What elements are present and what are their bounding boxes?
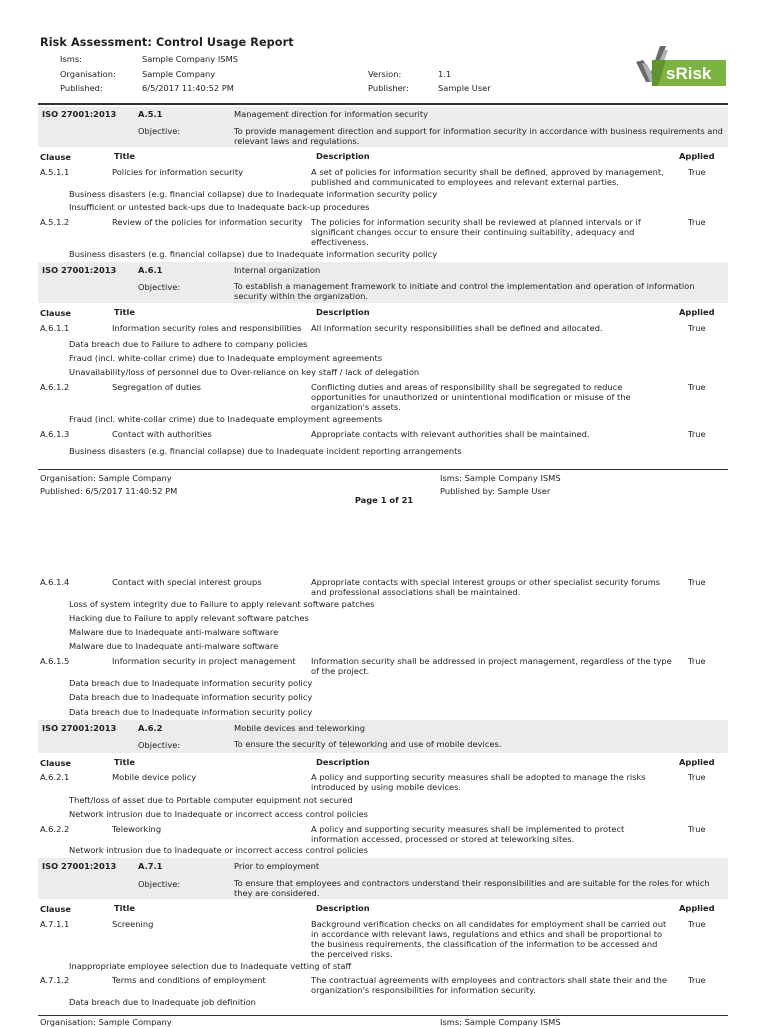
section-code: A.6.2 [138,723,163,733]
isms-value: Sample Company ISMS [142,54,238,64]
control-title: Review of the policies for information security [112,217,303,227]
control-description: All information security responsibilities shall be defined and allocated. [311,323,603,333]
risk-item: Unavailability/loss of personnel due to Over-reliance on key staff / lack of delegation [69,367,420,377]
footer-rule [38,1015,728,1016]
risk-item: Theft/loss of asset due to Portable computer equipment not secured [69,795,353,805]
section-name: Mobile devices and teleworking [234,723,365,733]
column-header-clause: Clause [40,758,72,768]
organisation-value: Sample Company [142,69,216,79]
column-header-title: Title [114,151,135,161]
risk-item: Network intrusion due to Inadequate or incorrect access control policies [69,809,368,819]
footer-organisation: Organisation: Sample Company [40,473,172,483]
control-applied: True [688,429,706,439]
section-name: Internal organization [234,265,321,275]
column-header-clause: Clause [40,308,72,318]
control-title: Information security roles and responsibilities [112,323,302,333]
control-description: A policy and supporting security measures shall be implemented to protect information accessed, processed or stored at teleworking sites. [311,824,625,844]
section-name: Management direction for information security [234,109,428,119]
control-clause: A.6.1.4 [40,577,70,587]
risk-item: Data breach due to Inadequate information security policy [69,692,313,702]
control-applied: True [688,975,706,985]
vsrisk-logo [632,42,728,90]
objective-label: Objective: [138,740,181,750]
risk-item: Business disasters (e.g. financial collapse) due to Inadequate information security policy [69,189,438,199]
control-title: Policies for information security [112,167,244,177]
control-description: The policies for information security shall be reviewed at planned intervals or if significant changes occur to ensure their continuing suitability, adequacy and effectiveness. [311,217,641,247]
column-header-title: Title [114,757,135,767]
risk-item: Network intrusion due to Inadequate or incorrect access control policies [69,845,368,855]
section-code: A.6.1 [138,265,163,275]
section-code: A.7.1 [138,861,163,871]
control-applied: True [688,656,706,666]
control-title: Segregation of duties [112,382,201,392]
footer-published-by: Published by: Sample User [440,486,551,496]
control-title: Mobile device policy [112,772,197,782]
control-description: The contractual agreements with employees and contractors shall state their and the organization's responsibilities for information security. [311,975,667,995]
logo-text: sRisk [666,64,712,83]
column-header-description: Description [316,903,370,913]
section-standard: ISO 27001:2013 [42,265,117,275]
control-clause: A.7.1.2 [40,975,70,985]
column-header-applied: Applied [679,151,715,161]
control-clause: A.5.1.1 [40,167,70,177]
isms-label: Isms: [60,54,82,64]
objective-text: To provide management direction and support for information security in accordance with business requirements and relevant laws and regulations. [234,126,723,146]
control-clause: A.7.1.1 [40,919,70,929]
column-header-applied: Applied [679,757,715,767]
published-label: Published: [60,83,103,93]
risk-item: Data breach due to Inadequate information security policy [69,707,313,717]
control-description: Appropriate contacts with relevant authorities shall be maintained. [311,429,590,439]
control-applied: True [688,323,706,333]
risk-item: Loss of system integrity due to Failure to apply relevant software patches [69,599,375,609]
footer-organisation: Organisation: Sample Company [40,1017,172,1027]
risk-item: Inappropriate employee selection due to Inadequate vetting of staff [69,961,352,971]
control-applied: True [688,167,706,177]
control-applied: True [688,217,706,227]
control-title: Information security in project management [112,656,296,666]
column-header-description: Description [316,757,370,767]
version-label: Version: [368,69,402,79]
column-header-clause: Clause [40,152,72,162]
column-header-title: Title [114,903,135,913]
section-standard: ISO 27001:2013 [42,723,117,733]
control-title: Terms and conditions of employment [112,975,266,985]
version-value: 1.1 [438,69,452,79]
control-applied: True [688,919,706,929]
publisher-value: Sample User [438,83,491,93]
control-clause: A.5.1.2 [40,217,70,227]
footer-isms: Isms: Sample Company ISMS [440,1017,561,1027]
objective-text: To establish a management framework to initiate and control the implementation and operation of information security within the organization. [234,281,695,301]
report-title: Risk Assessment: Control Usage Report [40,36,294,49]
column-header-description: Description [316,151,370,161]
control-title: Contact with special interest groups [112,577,262,587]
control-clause: A.6.2.1 [40,772,70,782]
objective-text: To ensure that employees and contractors understand their responsibilities and are suitable for the roles for which they are considered. [234,878,710,898]
risk-item: Malware due to Inadequate anti-malware software [69,627,279,637]
header-rule [38,103,728,105]
control-applied: True [688,382,706,392]
column-header-title: Title [114,307,135,317]
control-description: Appropriate contacts with special interest groups or other specialist security forums and professional associations shall be maintained. [311,577,661,597]
section-standard: ISO 27001:2013 [42,861,117,871]
control-applied: True [688,577,706,587]
publisher-label: Publisher: [368,83,409,93]
risk-item: Fraud (incl. white-collar crime) due to Inadequate employment agreements [69,353,383,363]
section-standard: ISO 27001:2013 [42,109,117,119]
column-header-applied: Applied [679,903,715,913]
column-header-description: Description [316,307,370,317]
footer-published: Published: 6/5/2017 11:40:52 PM [40,486,178,496]
page-number: Page 1 of 21 [354,495,414,505]
control-description: Information security shall be addressed in project management, regardless of the type of the project. [311,656,672,676]
control-description: A set of policies for information security shall be defined, approved by management, published and communicated to employees and relevant external parties. [311,167,664,187]
risk-item: Data breach due to Failure to adhere to company policies [69,339,308,349]
objective-label: Objective: [138,879,181,889]
control-applied: True [688,824,706,834]
control-title: Teleworking [112,824,162,834]
risk-item: Insufficient or untested back-ups due to Inadequate back-up procedures [69,202,370,212]
column-header-clause: Clause [40,904,72,914]
control-title: Screening [112,919,154,929]
risk-item: Data breach due to Inadequate information security policy [69,678,313,688]
control-title: Contact with authorities [112,429,212,439]
control-description: Conflicting duties and areas of responsibility shall be segregated to reduce opportunities for unauthorized or unintentional modification or misuse of the organization's assets. [311,382,631,412]
objective-label: Objective: [138,126,181,136]
control-clause: A.6.1.5 [40,656,70,666]
objective-text: To ensure the security of teleworking and use of mobile devices. [234,739,502,749]
risk-item: Business disasters (e.g. financial collapse) due to Inadequate incident reporting arrangements [69,446,462,456]
control-description: A policy and supporting security measures shall be adopted to manage the risks introduced by using mobile devices. [311,772,646,792]
section-name: Prior to employment [234,861,320,871]
control-clause: A.6.1.1 [40,323,70,333]
section-code: A.5.1 [138,109,163,119]
published-value: 6/5/2017 11:40:52 PM [142,83,234,93]
risk-item: Fraud (incl. white-collar crime) due to Inadequate employment agreements [69,414,383,424]
risk-item: Business disasters (e.g. financial collapse) due to Inadequate information security policy [69,249,438,259]
control-clause: A.6.1.2 [40,382,70,392]
column-header-applied: Applied [679,307,715,317]
control-applied: True [688,772,706,782]
risk-item: Hacking due to Failure to apply relevant software patches [69,613,309,623]
objective-label: Objective: [138,282,181,292]
organisation-label: Organisation: [60,69,116,79]
footer-rule [38,469,728,470]
control-clause: A.6.1.3 [40,429,70,439]
control-clause: A.6.2.2 [40,824,70,834]
risk-item: Data breach due to Inadequate job definition [69,997,256,1007]
footer-isms: Isms: Sample Company ISMS [440,473,561,483]
control-description: Background verification checks on all candidates for employment shall be carried out in accordance with relevant laws, regulations and ethics and shall be proportional to the business requirements, the classification of the information to be accessed and the perceived risks. [311,919,667,959]
risk-item: Malware due to Inadequate anti-malware software [69,641,279,651]
